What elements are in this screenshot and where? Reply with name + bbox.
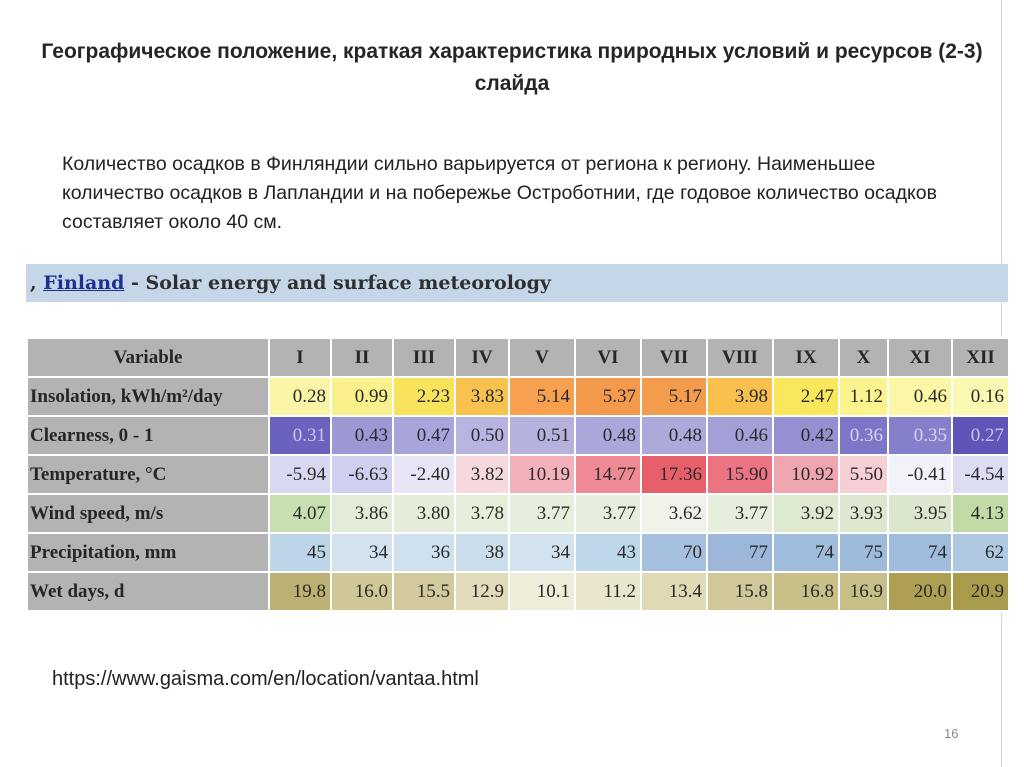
value-cell: 0.99 bbox=[331, 377, 393, 416]
value-cell: 75 bbox=[839, 533, 888, 572]
value-cell: 16.8 bbox=[773, 572, 839, 611]
value-cell: 3.77 bbox=[575, 494, 641, 533]
header-cell-month: II bbox=[331, 338, 393, 377]
value-cell: 5.17 bbox=[641, 377, 707, 416]
value-cell: 3.77 bbox=[707, 494, 773, 533]
value-cell: 0.36 bbox=[839, 416, 888, 455]
value-cell: 3.78 bbox=[455, 494, 509, 533]
value-cell: 5.37 bbox=[575, 377, 641, 416]
value-cell: 19.8 bbox=[269, 572, 331, 611]
row-label: Precipitation, mm bbox=[27, 533, 269, 572]
banner-prefix: , bbox=[30, 272, 44, 294]
value-cell: 4.07 bbox=[269, 494, 331, 533]
value-cell: 2.47 bbox=[773, 377, 839, 416]
row-label: Wind speed, m/s bbox=[27, 494, 269, 533]
value-cell: 0.27 bbox=[952, 416, 1009, 455]
value-cell: 0.51 bbox=[509, 416, 575, 455]
value-cell: 16.0 bbox=[331, 572, 393, 611]
source-url[interactable]: https://www.gaisma.com/en/location/vantaa.html bbox=[52, 668, 479, 690]
slide-title: Географическое положение, краткая характеристика природных условий и ресурсов (2-3) слайда bbox=[41, 40, 983, 95]
table-row bbox=[27, 416, 1009, 455]
value-cell: 34 bbox=[509, 533, 575, 572]
value-cell: 17.36 bbox=[641, 455, 707, 494]
header-cell-variable: Variable bbox=[27, 338, 269, 377]
value-cell: 20.9 bbox=[952, 572, 1009, 611]
value-cell: 43 bbox=[575, 533, 641, 572]
value-cell: -5.94 bbox=[269, 455, 331, 494]
header-cell-month: XII bbox=[952, 338, 1009, 377]
banner-suffix: - Solar energy and surface meteorology bbox=[124, 272, 551, 294]
slide-body-text: Количество осадков в Финляндии сильно варьируется от региона к региону. Наименьшее количество осадков в Лапландии и на побережье Остроботнии, где годовое количество осадков составляет около 40 см. bbox=[62, 153, 937, 233]
table-row bbox=[27, 533, 1009, 572]
table-body bbox=[27, 377, 1009, 611]
table-row bbox=[27, 494, 1009, 533]
header-cell-month: I bbox=[269, 338, 331, 377]
value-cell: 0.35 bbox=[888, 416, 952, 455]
value-cell: 0.50 bbox=[455, 416, 509, 455]
value-cell: 3.86 bbox=[331, 494, 393, 533]
table-row bbox=[27, 377, 1009, 416]
value-cell: 77 bbox=[707, 533, 773, 572]
finland-link[interactable]: Finland bbox=[43, 272, 125, 294]
value-cell: 3.80 bbox=[393, 494, 455, 533]
header-cell-month: VII bbox=[641, 338, 707, 377]
value-cell: 0.48 bbox=[641, 416, 707, 455]
value-cell: 45 bbox=[269, 533, 331, 572]
value-cell: 70 bbox=[641, 533, 707, 572]
value-cell: 62 bbox=[952, 533, 1009, 572]
value-cell: 0.47 bbox=[393, 416, 455, 455]
value-cell: 4.13 bbox=[952, 494, 1009, 533]
value-cell: 15.8 bbox=[707, 572, 773, 611]
value-cell: 0.42 bbox=[773, 416, 839, 455]
page-number: 16 bbox=[944, 726, 959, 741]
header-cell-month: VIII bbox=[707, 338, 773, 377]
value-cell: 20.0 bbox=[888, 572, 952, 611]
table-row bbox=[27, 572, 1009, 611]
value-cell: 14.77 bbox=[575, 455, 641, 494]
header-cell-month: X bbox=[839, 338, 888, 377]
header-cell-month: III bbox=[393, 338, 455, 377]
value-cell: 3.83 bbox=[455, 377, 509, 416]
value-cell: -0.41 bbox=[888, 455, 952, 494]
header-cell-month: VI bbox=[575, 338, 641, 377]
value-cell: 12.9 bbox=[455, 572, 509, 611]
value-cell: 36 bbox=[393, 533, 455, 572]
value-cell: 38 bbox=[455, 533, 509, 572]
value-cell: 3.77 bbox=[509, 494, 575, 533]
value-cell: 13.4 bbox=[641, 572, 707, 611]
value-cell: 5.50 bbox=[839, 455, 888, 494]
value-cell: 3.62 bbox=[641, 494, 707, 533]
header-cell-month: V bbox=[509, 338, 575, 377]
table-header-row bbox=[27, 338, 1009, 377]
value-cell: 74 bbox=[773, 533, 839, 572]
value-cell: 10.92 bbox=[773, 455, 839, 494]
value-cell: 10.1 bbox=[509, 572, 575, 611]
value-cell: 3.98 bbox=[707, 377, 773, 416]
value-cell: 3.82 bbox=[455, 455, 509, 494]
value-cell: 3.95 bbox=[888, 494, 952, 533]
row-label: Temperature, °C bbox=[27, 455, 269, 494]
value-cell: 15.5 bbox=[393, 572, 455, 611]
value-cell: 34 bbox=[331, 533, 393, 572]
header-cell-month: IX bbox=[773, 338, 839, 377]
value-cell: 11.2 bbox=[575, 572, 641, 611]
gaisma-banner bbox=[26, 264, 1008, 302]
header-cell-month: XI bbox=[888, 338, 952, 377]
meteorology-table bbox=[26, 337, 1010, 612]
value-cell: -4.54 bbox=[952, 455, 1009, 494]
header-cell-month: IV bbox=[455, 338, 509, 377]
value-cell: 1.12 bbox=[839, 377, 888, 416]
row-label: Wet days, d bbox=[27, 572, 269, 611]
value-cell: 5.14 bbox=[509, 377, 575, 416]
value-cell: 0.16 bbox=[952, 377, 1009, 416]
value-cell: 2.23 bbox=[393, 377, 455, 416]
value-cell: 3.92 bbox=[773, 494, 839, 533]
value-cell: 0.46 bbox=[707, 416, 773, 455]
value-cell: 74 bbox=[888, 533, 952, 572]
table-row bbox=[27, 455, 1009, 494]
row-label: Clearness, 0 - 1 bbox=[27, 416, 269, 455]
value-cell: 3.93 bbox=[839, 494, 888, 533]
value-cell: 10.19 bbox=[509, 455, 575, 494]
value-cell: 0.43 bbox=[331, 416, 393, 455]
row-label: Insolation, kWh/m²/day bbox=[27, 377, 269, 416]
value-cell: 15.90 bbox=[707, 455, 773, 494]
value-cell: 16.9 bbox=[839, 572, 888, 611]
value-cell: -2.40 bbox=[393, 455, 455, 494]
value-cell: -6.63 bbox=[331, 455, 393, 494]
value-cell: 0.48 bbox=[575, 416, 641, 455]
value-cell: 0.46 bbox=[888, 377, 952, 416]
value-cell: 0.31 bbox=[269, 416, 331, 455]
value-cell: 0.28 bbox=[269, 377, 331, 416]
